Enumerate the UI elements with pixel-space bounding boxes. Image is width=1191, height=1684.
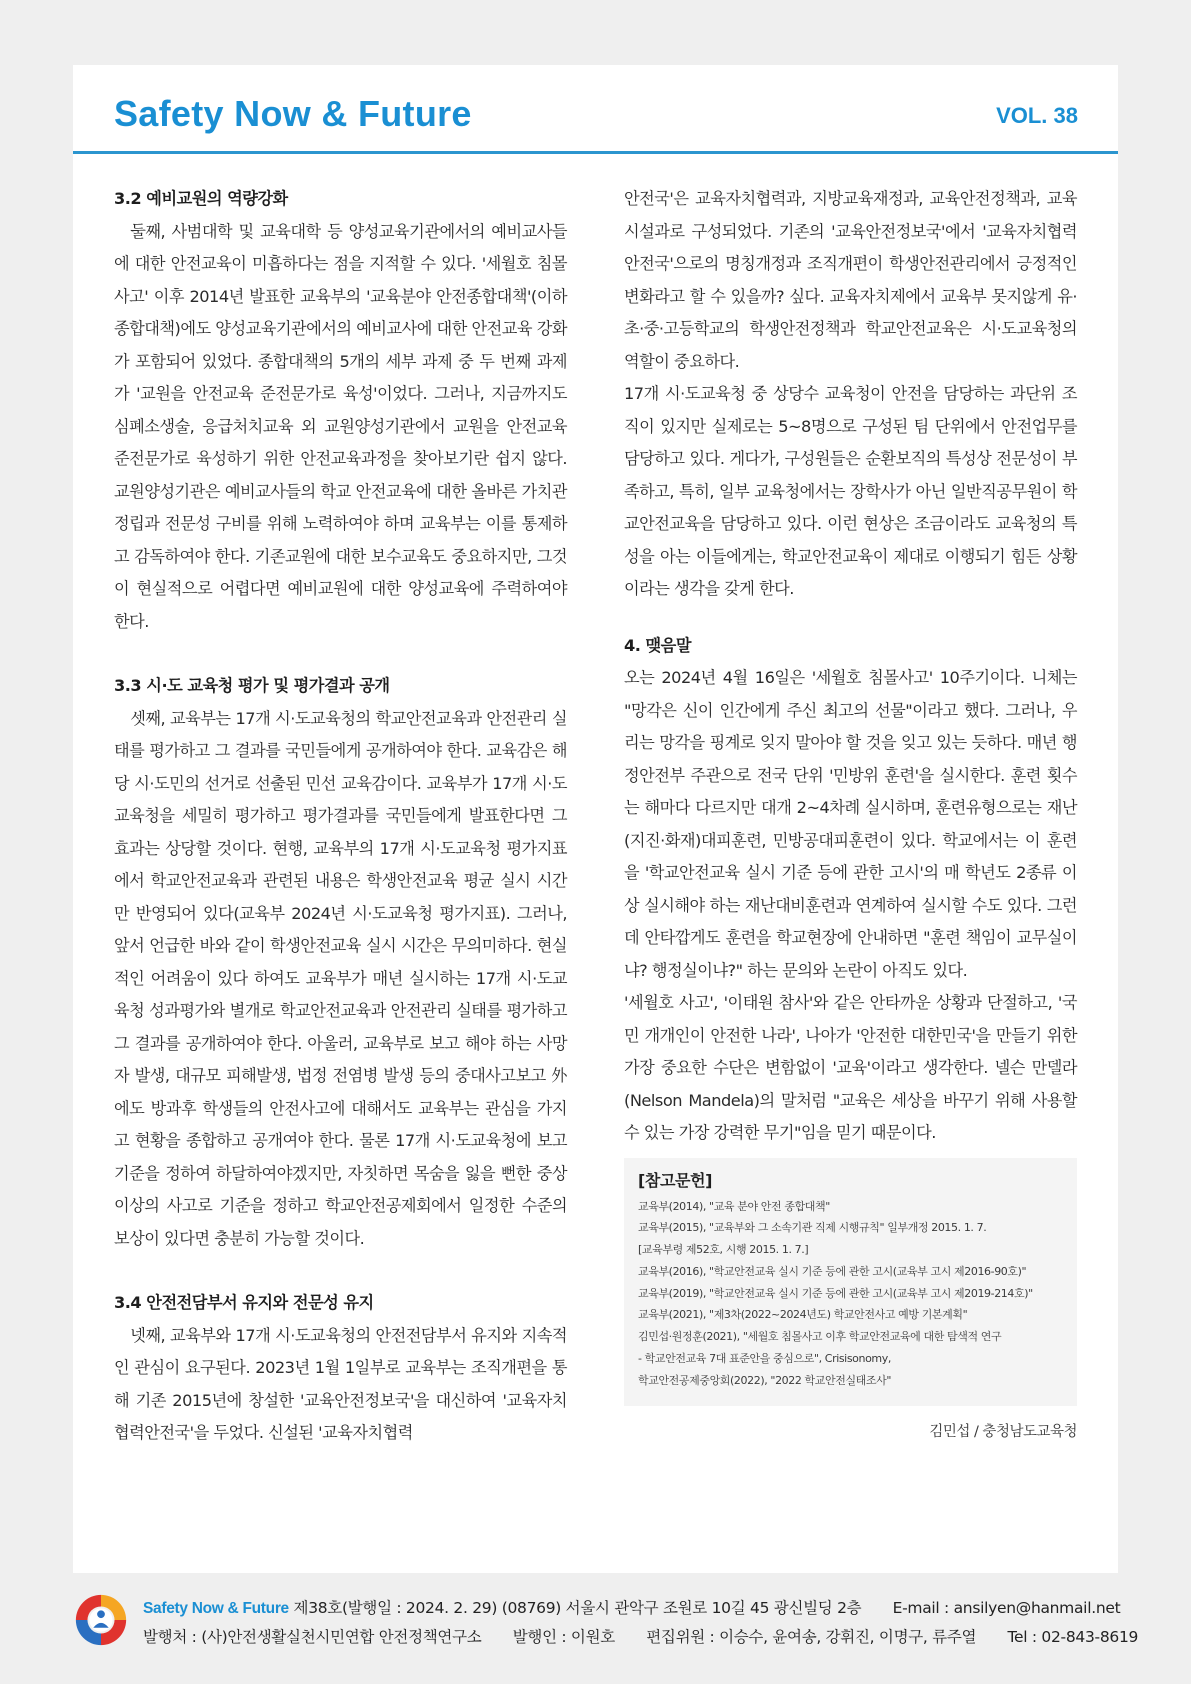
page-footer: [0, 1588, 1191, 1684]
section-3-4-body: 넷째, 교육부와 17개 시·도교육청의 안전전담부서 유지와 지속적인 관심이 요구된다. 2023년 1월 1일부로 교육부는 조직개편을 통해 기존 2015년에 창설한 '교육안전정보국'을 대신하여 '교육자치협력안전국'을 두었다. 신설된 '교육자치협력: [114, 1325, 567, 1442]
footer-issue: 제38호(발행일 : 2024. 2. 29) (08769) 서울시 관악구 조원로 10길 45 광신빌딩 2층: [293, 1599, 862, 1617]
reference-item: 교육부(2014), "교육 분야 안전 종합대책": [638, 1199, 830, 1213]
reference-item: 교육부(2016), "학교안전교육 실시 기준 등에 관한 고시(교육부 고시 제2016-90호)": [638, 1264, 1027, 1278]
safety-logo-icon: [72, 1591, 130, 1649]
section-4-title: 4. 맺음말: [624, 635, 691, 655]
reference-item: 교육부(2021), "제3차(2022~2024년도) 학교안전사고 예방 기본계획": [638, 1308, 968, 1322]
references-box: [624, 1158, 1077, 1406]
section-3-2-body: 둘째, 사범대학 및 교육대학 등 양성교육기관에서의 예비교사들에 대한 안전교육이 미흡하다는 점을 지적할 수 있다. '세월호 침몰사고' 이후 2014년 발표한 교육부의 '교육분야 안전종합대책'(이하 종합대책)에도 양성교육기관에서의 예비교사에 대한 안전교육 강화가 포함되어 있었다. 종합대책의 5개의 세부 과제 중 두 번째 과제가 '교원을 안전교육 준전문가로 육성'이었다. 그러나, 지금까지도 심폐소생술, 응급처치교육 외 교원양성기관에서 교원을 안전교육 준전문가로 육성하기 위한 안전교육과정을 찾아보기란 쉽지 않다. 교원양성기관은 예비교사들의 학교 안전교육에 대한 올바른 가치관 정립과 전문성 구비를 위해 노력하여야 하며 교육부는 이를 통제하고 감독하여야 한다. 기존교원에 대한 보수교육도 중요하지만, 그것이 현실적으로 어렵다면 예비교원에 대한 양성교육에 주력하여야 한다.: [114, 221, 567, 631]
footer-editors: 편집위원 : 이승수, 윤여송, 강휘진, 이명구, 류주열: [646, 1628, 977, 1646]
left-column: [114, 183, 567, 1450]
references-title: [참고문헌]: [638, 1170, 713, 1190]
reference-item: 학교안전공제중앙회(2022), "2022 학교안전실태조사": [638, 1373, 892, 1387]
footer-publisher: 발행처 : (사)안전생활실천시민연합 안전정책연구소: [143, 1628, 482, 1646]
page-header: [73, 65, 1118, 154]
reference-item: 교육부(2019), "학교안전교육 실시 기준 등에 관한 고시(교육부 고시 제2019-214호)": [638, 1286, 1033, 1300]
footer-line-1: [143, 1596, 1120, 1618]
footer-brand: Safety Now & Future: [143, 1600, 289, 1617]
section-3-3-title: 3.3 시·도 교육청 평가 및 평가결과 공개: [114, 676, 390, 695]
section-3-2-title: 3.2 예비교원의 역량강화: [114, 189, 288, 208]
paragraph: 17개 시·도교육청 중 상당수 교육청이 안전을 담당하는 과단위 조직이 있지만 실제로는 5~8명으로 구성된 팀 단위에서 안전업무를 담당하고 있다. 게다가, 구성원들은 순환보직의 특성상 전문성이 부족하고, 특히, 일부 교육청에서는 장학사가 아닌 일반직공무원이 학교안전교육을 담당하고 있다. 이런 현상은 조금이라도 교육청의 특성을 아는 이들에게는, 학교안전교육이 제대로 이행되기 힘든 상황이라는 생각을 갖게 한다.: [624, 384, 1077, 598]
author-credit: 김민섭 / 충청남도교육청: [929, 1423, 1077, 1440]
right-column: [624, 183, 1077, 1444]
paragraph: 오는 2024년 4월 16일은 '세월호 침몰사고' 10주기이다. 니체는 "망각은 신이 인간에게 주신 최고의 선물"이라고 했다. 그러나, 우리는 망각을 핑계로 잊지 말아야 할 것을 잊고 있는 듯하다. 매년 행정안전부 주관으로 전국 단위 '민방위 훈련'을 실시한다. 훈련 횟수는 해마다 다르지만 대개 2~4차례 실시하며, 훈련유형으로는 재난(지진·화재)대피훈련, 민방공대피훈련이 있다. 학교에서는 이 훈련을 '학교안전교육 실시 기준 등에 관한 고시'의 매 학년도 2종류 이상 실시해야 하는 재난대비훈련과 연계하여 실시할 수도 있다. 그런데 안타깝게도 훈련을 학교현장에 안내하면 "훈련 책임이 교무실이냐? 행정실이냐?" 하는 문의와 논란이 아직도 있다.: [624, 668, 1077, 980]
volume-label: VOL. 38: [996, 103, 1078, 128]
paragraph: 안전국'은 교육자치협력과, 지방교육재정과, 교육안전정책과, 교육시설과로 구성되었다. 기존의 '교육안전정보국'에서 '교육자치협력안전국'으로의 명칭개정과 조직개편이 학생안전관리에서 긍정적인 변화라고 할 수 있을까? 싶다. 교육자치제에서 교육부 못지않게 유·초·중·고등학교의 학생안전정책과 학교안전교육은 시·도교육청의 역할이 중요하다.: [624, 189, 1077, 371]
reference-item: - 학교안전교육 7대 표준안을 중심으로", Crisisonomy,: [638, 1352, 891, 1366]
reference-item: 김민섭·원정훈(2021), "세월호 침몰사고 이후 학교안전교육에 대한 탐색적 연구: [638, 1330, 1002, 1344]
page: [73, 65, 1118, 1573]
reference-item: 교육부(2015), "교육부와 그 소속기관 직제 시행규칙" 일부개정 2015. 1. 7.: [638, 1221, 987, 1235]
footer-line-2: [143, 1625, 1138, 1647]
reference-item: [교육부령 제52호, 시행 2015. 1. 7.]: [638, 1243, 809, 1257]
footer-tel: Tel : 02-843-8619: [1007, 1628, 1139, 1646]
publication-title: Safety Now & Future: [114, 93, 472, 134]
section-3-4-title: 3.4 안전전담부서 유지와 전문성 유지: [114, 1293, 374, 1312]
section-3-3-body: 셋째, 교육부는 17개 시·도교육청의 학교안전교육과 안전관리 실태를 평가하고 그 결과를 국민들에게 공개하여야 한다. 교육감은 해당 시·도민의 선거로 선출된 민선 교육감이다. 교육부가 17개 시·도교육청을 세밀히 평가하고 평가결과를 국민들에게 발표한다면 그 효과는 상당할 것이다. 현행, 교육부의 17개 시·도교육청 평가지표에서 학교안전교육과 관련된 내용은 학생안전교육 평균 실시 시간만 반영되어 있다(교육부 2024년 시·도교육청 평가지표). 그러나, 앞서 언급한 바와 같이 학생안전교육 실시 시간은 무의미하다. 현실적인 어려움이 있다 하여도 교육부가 매년 실시하는 17개 시·도교육청 성과평가와 별개로 학교안전교육과 안전관리 실태를 평가하고 그 결과를 공개하여야 한다. 아울러, 교육부로 보고 해야 하는 사망자 발생, 대규모 피해발생, 법정 전염병 발생 등의 중대사고보고 外에도 방과후 학생들의 안전사고에 대해서도 교육부는 관심을 가지고 현황을 종합하고 공개여야 한다. 물론 17개 시·도교육청에 보고 기준을 정하여 하달하여야겠지만, 자칫하면 목숨을 잃을 뻔한 중상 이상의 사고로 기준을 정하고 학교안전공제회에서 일정한 수준의 보상이 있다면 충분히 가능할 것이다.: [114, 708, 567, 1248]
footer-email: E-mail : ansilyen@hanmail.net: [892, 1599, 1121, 1617]
paragraph: '세월호 사고', '이태원 참사'와 같은 안타까운 상황과 단절하고, '국민 개개인이 안전한 나라', 나아가 '안전한 대한민국'을 만들기 위한 가장 중요한 수단은 변함없이 '교육'이라고 생각한다. 넬슨 만델라(Nelson Mandela)의 말처럼 "교육은 세상을 바꾸기 위해 사용할 수 있는 가장 강력한 무기"임을 믿기 때문이다.: [624, 993, 1077, 1142]
footer-issuer: 발행인 : 이원호: [512, 1628, 615, 1646]
